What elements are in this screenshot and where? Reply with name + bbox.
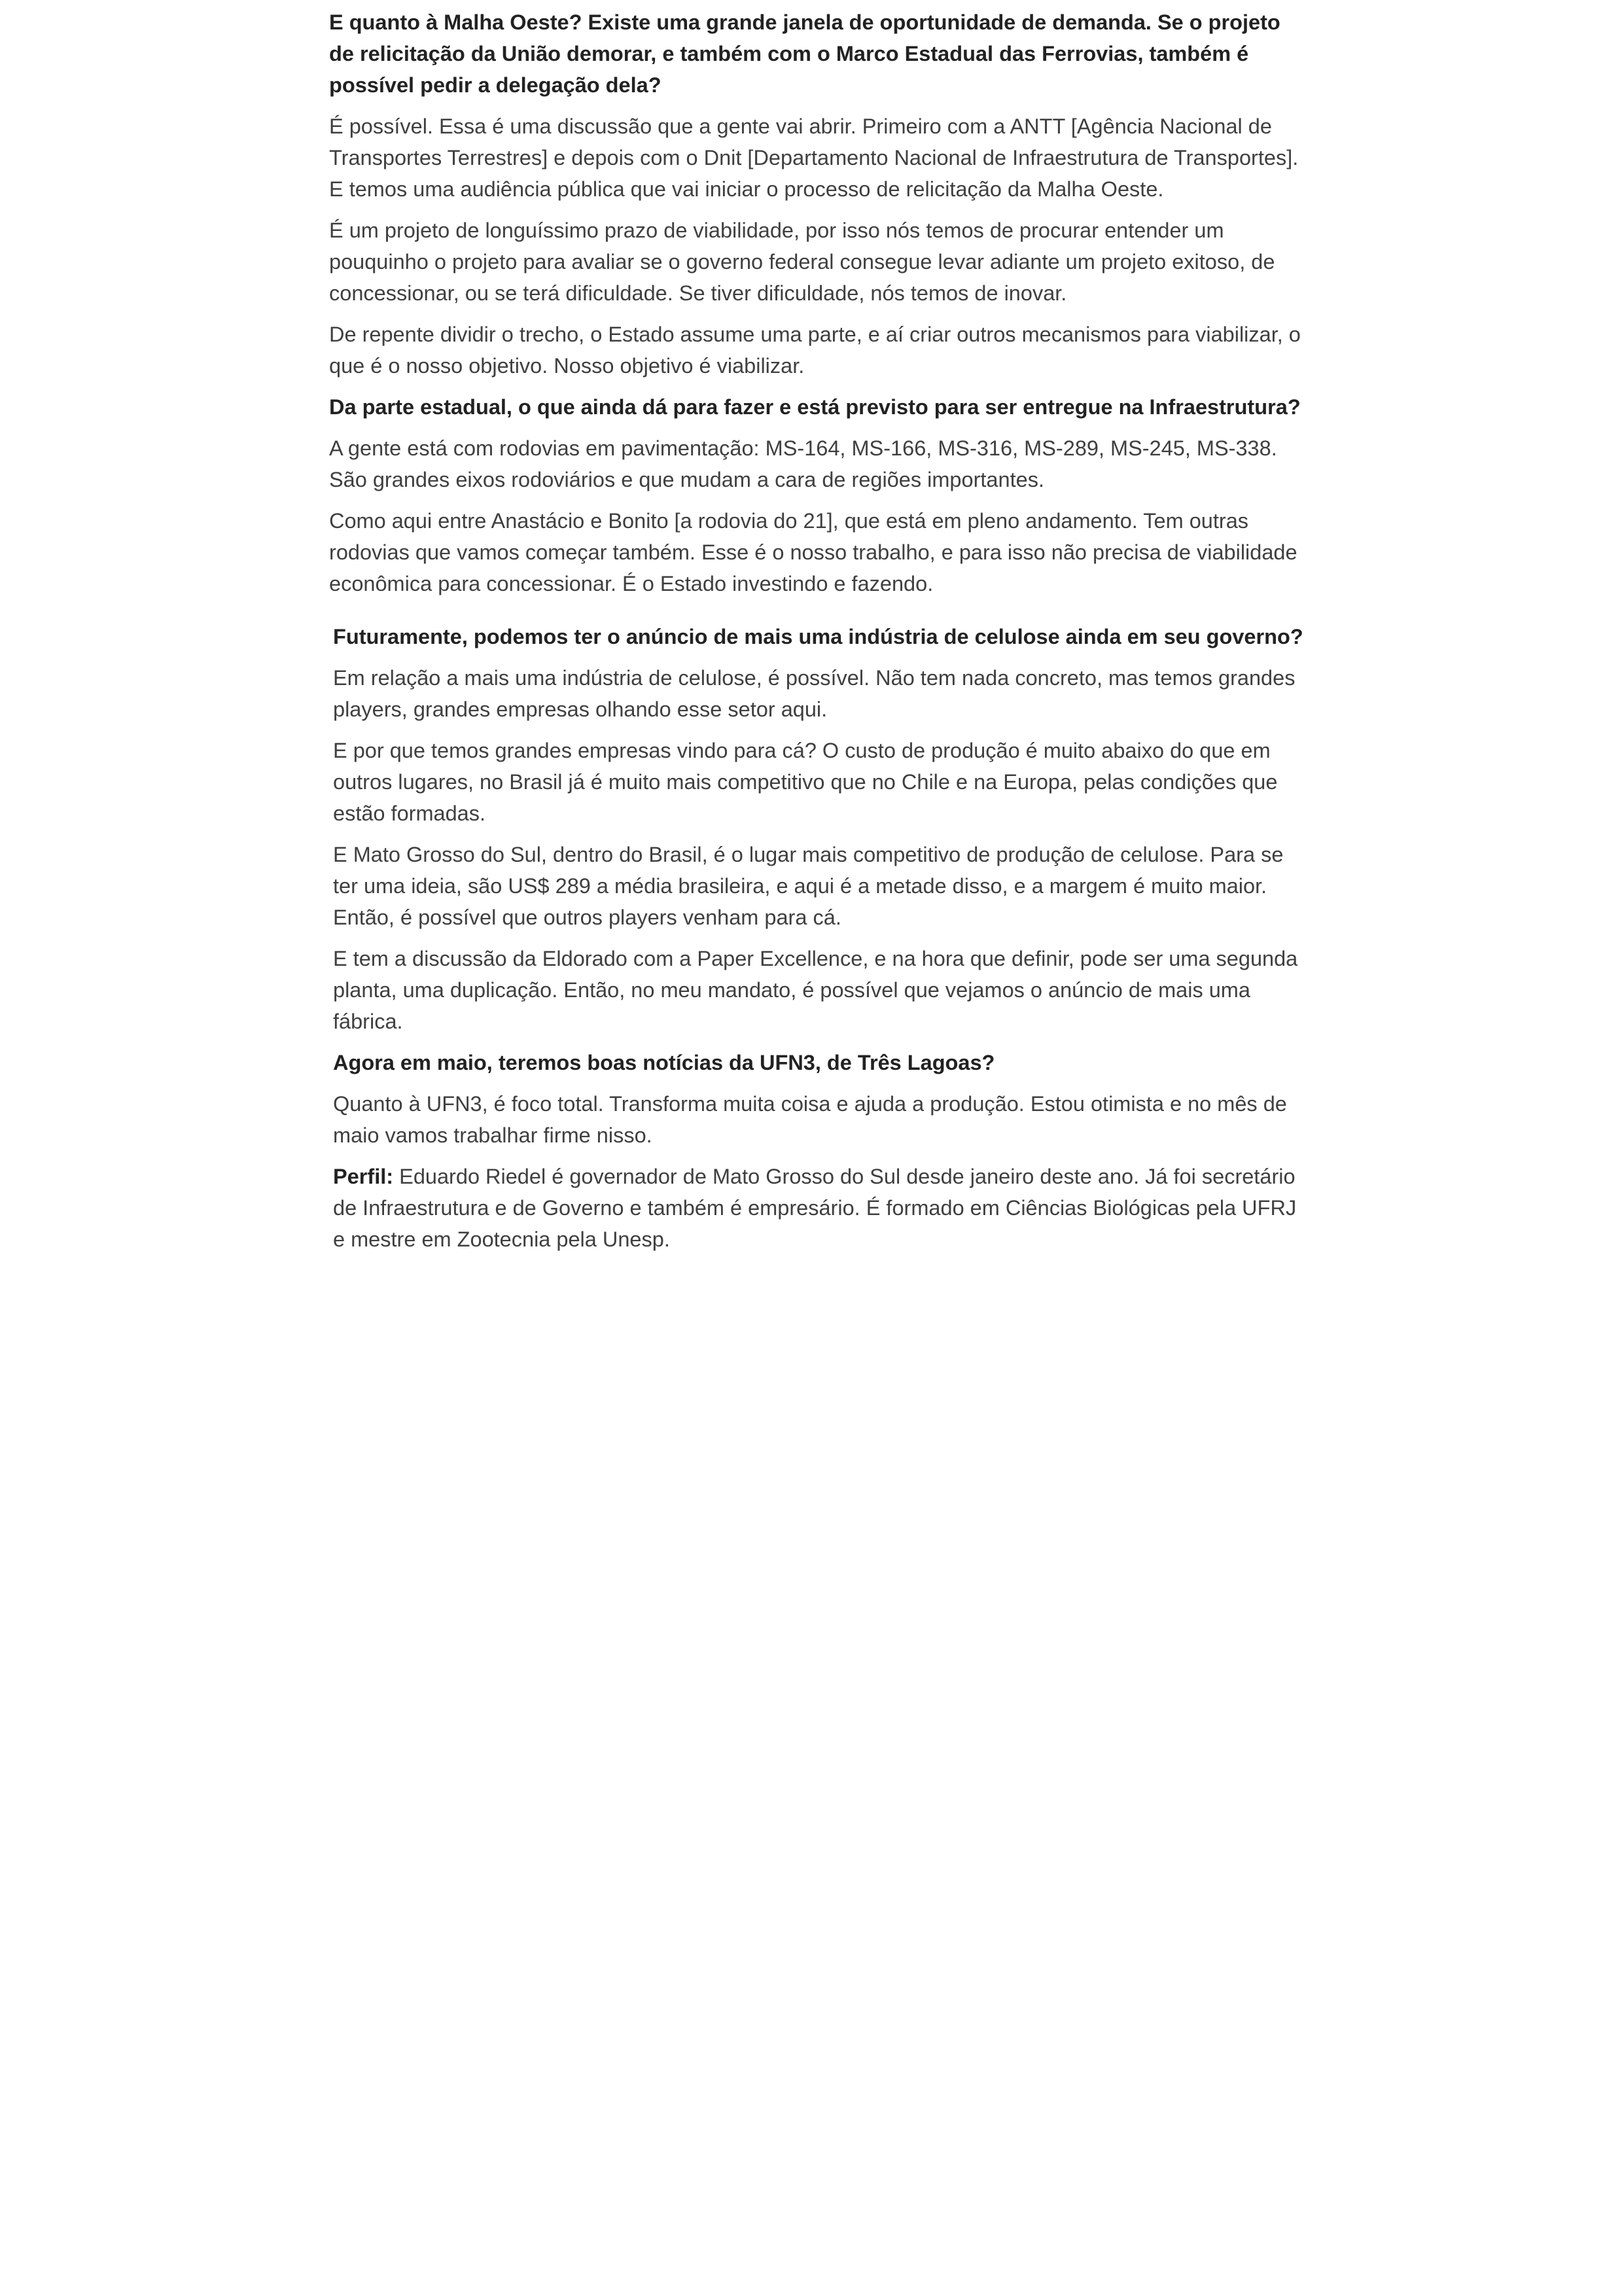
- interview-section-top: [329, 7, 1311, 612]
- cropped-text-line: [329, 604, 1311, 612]
- answer-paragraph: É possível. Essa é uma discussão que a gente vai abrir. Primeiro com a ANTT [Agência Nacional de Transportes Terrestres] e depois com o Dnit [Departamento Nacional de Infraestrutura de Transportes]. E temos uma audiência pública que vai iniciar o processo de relicitação da Malha Oeste.: [329, 115, 1299, 201]
- profile-paragraph: [333, 1161, 1311, 1255]
- answer-paragraph: Em relação a mais uma indústria de celulose, é possível. Não tem nada concreto, mas temos grandes players, grandes empresas olhando esse setor aqui.: [333, 666, 1296, 721]
- answer-paragraph: E por que temos grandes empresas vindo para cá? O custo de produção é muito abaixo do que em outros lugares, no Brasil já é muito mais competitivo que no Chile e na Europa, pelas condições que estão formadas.: [333, 739, 1278, 825]
- profile-label: Perfil:: [333, 1165, 394, 1188]
- answer-paragraph: E Mato Grosso do Sul, dentro do Brasil, é o lugar mais competitivo de produção de celulose. Para se ter uma ideia, são US$ 289 a média brasileira, e aqui é a metade disso, e a margem é muito maior. Então, é possível que outros players venham para cá.: [333, 843, 1284, 929]
- answer-paragraph: Quanto à UFN3, é foco total. Transforma muita coisa e ajuda a produção. Estou otimista e no mês de maio vamos trabalhar firme nisso.: [333, 1092, 1287, 1147]
- answer-paragraph: É um projeto de longuíssimo prazo de viabilidade, por isso nós temos de procurar entender um pouquinho o projeto para avaliar se o governo federal consegue levar adiante um projeto exitoso, de concessionar, ou se terá dificuldade. Se tiver dificuldade, nós temos de inovar.: [329, 219, 1275, 305]
- question-celulose: Futuramente, podemos ter o anúncio de mais uma indústria de celulose ainda em seu governo?: [333, 625, 1303, 648]
- answer-paragraph: E tem a discussão da Eldorado com a Paper Excellence, e na hora que definir, pode ser uma segunda planta, uma duplicação. Então, no meu mandato, é possível que vejamos o anúncio de mais uma fábrica.: [333, 947, 1298, 1033]
- answer-paragraph: A gente está com rodovias em pavimentação: MS-164, MS-166, MS-316, MS-289, MS-245, MS-338. São grandes eixos rodoviários e que mudam a cara de regiões importantes.: [329, 436, 1277, 491]
- question-parte-estadual: Da parte estadual, o que ainda dá para fazer e está previsto para ser entregue na Infraestrutura?: [329, 395, 1301, 419]
- answer-paragraph: Como aqui entre Anastácio e Bonito [a rodovia do 21], que está em pleno andamento. Tem outras rodovias que vamos começar também. Esse é o nosso trabalho, e para isso não precisa de viabilidade econômica para concessionar. É o Estado investindo e fazendo.: [329, 509, 1297, 595]
- question-ufn3: Agora em maio, teremos boas notícias da UFN3, de Três Lagoas?: [333, 1051, 995, 1074]
- article-body: [329, 0, 1311, 1265]
- answer-paragraph: De repente dividir o trecho, o Estado assume uma parte, e aí criar outros mecanismos para viabilizar, o que é o nosso objetivo. Nosso objetivo é viabilizar.: [329, 323, 1301, 378]
- profile-text: Eduardo Riedel é governador de Mato Grosso do Sul desde janeiro deste ano. Já foi secretário de Infraestrutura e de Governo e também é empresário. É formado em Ciências Biológicas pela UFRJ e mestre em Zootecnia pela Unesp.: [333, 1165, 1297, 1251]
- interview-section-bottom: [329, 621, 1311, 1255]
- question-malha-oeste: E quanto à Malha Oeste? Existe uma grande janela de oportunidade de demanda. Se o projeto de relicitação da União demorar, e também com o Marco Estadual das Ferrovias, também é possível pedir a delegação dela?: [329, 10, 1280, 97]
